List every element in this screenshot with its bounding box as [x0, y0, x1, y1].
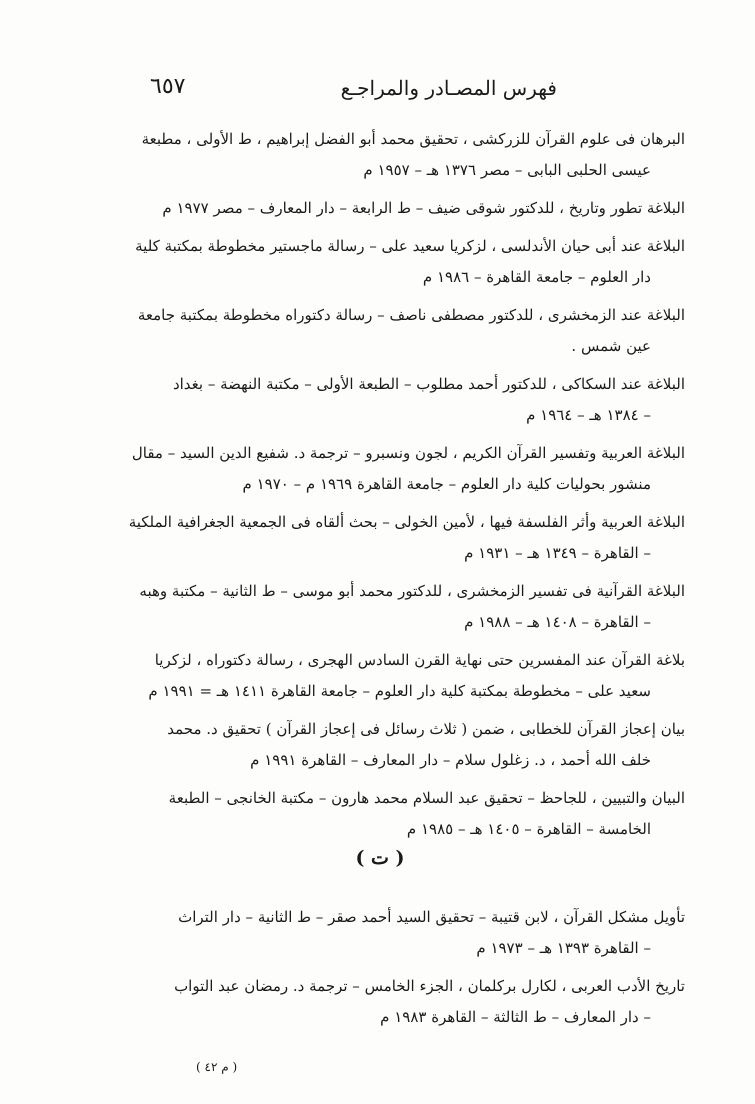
- entry-line: خلف الله أحمد ، د. زغلول سلام – دار المعارف – القاهرة ١٩٩١ م: [250, 751, 651, 769]
- entry-line: دار العلوم – جامعة القاهرة – ١٩٨٦ م: [422, 268, 651, 286]
- bibliography-entry: [75, 231, 685, 293]
- entry-line: البلاغة القرآنية فى تفسير الزمخشرى ، للدكتور محمد أبو موسى – ط الثانية – مكتبة وهبه: [139, 582, 685, 600]
- bibliography-entry: [75, 714, 685, 776]
- entry-line: – القاهرة – ١٤٠٨ هـ – ١٩٨٨ م: [464, 613, 651, 631]
- bibliography-entry: [75, 902, 685, 964]
- entry-line: البلاغة عند أبى حيان الأندلسى ، لزكريا سعيد على – رسالة ماجستير مخطوطة بمكتبة كلية: [135, 237, 685, 255]
- bibliography-list-b: [75, 124, 685, 845]
- entry-line: البرهان فى علوم القرآن للزركشى ، تحقيق محمد أبو الفضل إبراهيم ، ط الأولى ، مطبعة: [141, 130, 685, 148]
- entry-line: تأويل مشكل القرآن ، لابن قتيبة – تحقيق السيد أحمد صقر – ط الثانية – دار التراث: [178, 908, 685, 926]
- bibliography-entry: [75, 438, 685, 500]
- entry-line: عين شمس .: [571, 337, 651, 355]
- bibliography-entry: [75, 124, 685, 186]
- bibliography-entry: [75, 193, 685, 224]
- bibliography-entry: [75, 783, 685, 845]
- entry-line: بلاغة القرآن عند المفسرين حتى نهاية القرن السادس الهجرى ، رسالة دكتوراه ، لزكريا: [154, 651, 685, 669]
- bibliography-entry: [75, 369, 685, 431]
- bibliography-list-t: [75, 902, 685, 1033]
- entry-line: البيان والتبيين ، للجاحظ – تحقيق عبد السلام محمد هارون – مكتبة الخانجى – الطبعة: [168, 789, 685, 807]
- bibliography-entry: [75, 507, 685, 569]
- page-header-title: فهرس المصـادر والمراجـع: [340, 76, 557, 100]
- bibliography-entry: [75, 300, 685, 362]
- entry-line: البلاغة عند السكاكى ، للدكتور أحمد مطلوب – الطبعة الأولى – مكتبة النهضة – بغداد: [172, 375, 685, 393]
- entry-line: – ١٣٨٤ هـ – ١٩٦٤ م: [526, 406, 651, 424]
- page-number: ٦٥٧: [150, 74, 186, 99]
- entry-line: البلاغة عند الزمخشرى ، للدكتور مصطفى ناصف – رسالة دكتوراه مخطوطة بمكتبة جامعة: [137, 306, 685, 324]
- entry-line: تاريخ الأدب العربى ، لكارل بركلمان ، الجزء الخامس – ترجمة د. رمضان عبد التواب: [174, 977, 685, 995]
- signature-mark: ( م ٤٢ ): [196, 1060, 238, 1074]
- bibliography-entry: [75, 971, 685, 1033]
- entry-line: الخامسة – القاهرة – ١٤٠٥ هـ – ١٩٨٥ م: [406, 820, 651, 838]
- entry-line: عيسى الحلبى البابى – مصر ١٣٧٦ هـ – ١٩٥٧ م: [363, 161, 651, 179]
- section-heading-letter: ( ت ): [355, 847, 405, 869]
- entry-line: سعيد على – مخطوطة بمكتبة كلية دار العلوم – جامعة القاهرة ١٤١١ هـ = ١٩٩١ م: [148, 682, 651, 700]
- entry-line: البلاغة العربية وتفسير القرآن الكريم ، لجون ونسبرو – ترجمة د. شفيع الدين السيد – مقال: [131, 444, 685, 462]
- entry-line: – القاهرة – ١٣٤٩ هـ – ١٩٣١ م: [464, 544, 651, 562]
- entry-line: بيان إعجاز القرآن للخطابى ، ضمن ( ثلاث رسائل فى إعجاز القرآن ) تحقيق د. محمد: [167, 720, 685, 738]
- entry-line: – دار المعارف – ط الثالثة – القاهرة ١٩٨٣ م: [380, 1008, 651, 1026]
- entry-line: – القاهرة ١٣٩٣ هـ – ١٩٧٣ م: [476, 939, 651, 957]
- entry-line: البلاغة العربية وأثر الفلسفة فيها ، لأمين الخولى – بحث ألقاه فى الجمعية الجغرافية الملكية: [128, 513, 685, 531]
- bibliography-entry: [75, 576, 685, 638]
- entry-line: منشور بحوليات كلية دار العلوم – جامعة القاهرة ١٩٦٩ م – ١٩٧٠ م: [242, 475, 651, 493]
- entry-line: البلاغة تطور وتاريخ ، للدكتور شوقى ضيف – ط الرابعة – دار المعارف – مصر ١٩٧٧ م: [162, 199, 685, 217]
- bibliography-entry: [75, 645, 685, 707]
